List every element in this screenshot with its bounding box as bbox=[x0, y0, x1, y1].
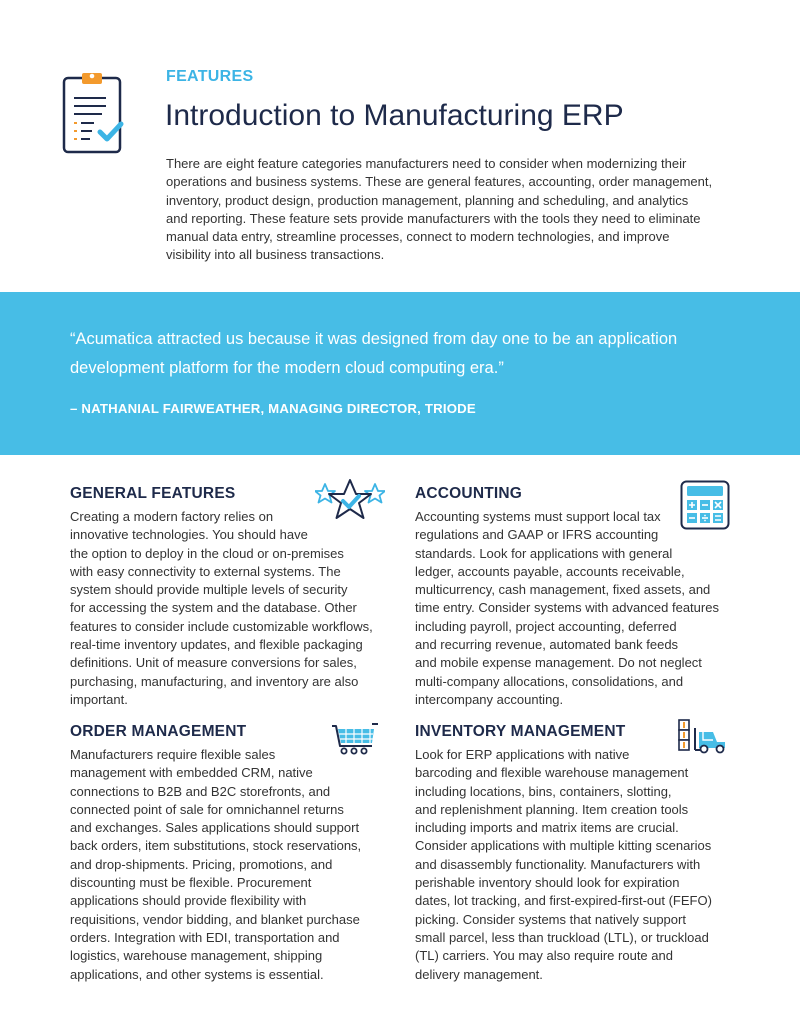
body-line: system should provide multiple levels of security bbox=[70, 582, 348, 598]
body-line: discounting must be flexible. Procurement bbox=[70, 875, 312, 891]
quote-attribution: – NATHANIAL FAIRWEATHER, MANAGING DIRECTOR, TRIODE bbox=[70, 401, 476, 416]
intro-line: operations and business systems. These are general features, accounting, order management, bbox=[166, 174, 713, 190]
clipboard-checklist-icon bbox=[62, 70, 124, 156]
body-line: purchasing, manufacturing, and inventory are also bbox=[70, 673, 359, 689]
intro-line: and reporting. These feature sets provide manufacturers with the tools they need to eliminate bbox=[166, 210, 701, 226]
body-line: multicurrency, cash management, fixed assets, and bbox=[415, 582, 711, 598]
section-title: GENERAL FEATURES bbox=[70, 485, 236, 502]
body-line: definitions. Unit of measure conversions for sales, bbox=[70, 655, 357, 671]
body-line: intercompany accounting. bbox=[415, 691, 564, 707]
calculator-icon bbox=[680, 480, 730, 530]
body-line: and drop-shipments. Pricing, promotions, and bbox=[70, 856, 333, 872]
body-line: applications should provide flexibility with bbox=[70, 893, 307, 909]
body-line: dates, lot tracking, and first-expired-first-out (FEFO) bbox=[415, 893, 712, 909]
body-line: logistics, warehouse management, shipping bbox=[70, 948, 323, 964]
quote-line: “Acumatica attracted us because it was designed from day one to be an application bbox=[70, 330, 678, 348]
body-line: features to consider include customizable workflows, bbox=[70, 618, 373, 634]
body-line: Manufacturers require flexible sales bbox=[70, 747, 276, 762]
page-title: Introduction to Manufacturing ERP bbox=[165, 99, 624, 132]
intro-paragraph bbox=[166, 155, 736, 265]
body-line: innovative technologies. You should have bbox=[70, 527, 308, 543]
section-title: ORDER MANAGEMENT bbox=[70, 723, 247, 740]
section-order-management bbox=[70, 720, 385, 984]
body-line: and disassembly functionality. Manufacturers with bbox=[415, 856, 701, 872]
forklift-icon bbox=[677, 718, 729, 754]
body-line: and exchanges. Sales applications should support bbox=[70, 820, 360, 836]
body-line: Accounting systems must support local tax bbox=[415, 509, 661, 524]
body-line: connections to B2B and B2C storefronts, and bbox=[70, 783, 331, 799]
eyebrow-label: FEATURES bbox=[166, 68, 254, 85]
body-line: for accessing the system and the database. Other bbox=[70, 600, 357, 616]
intro-line: inventory, product design, production management, planning and scheduling, and analytics bbox=[166, 192, 689, 208]
section-title: ACCOUNTING bbox=[415, 485, 523, 502]
section-title: INVENTORY MANAGEMENT bbox=[415, 723, 626, 740]
body-line: regulations and GAAP or IFRS accounting bbox=[415, 527, 659, 543]
intro-line: visibility into all business transactions. bbox=[166, 247, 385, 263]
body-line: back orders, item substitutions, stock reservations, bbox=[70, 838, 362, 854]
section-body bbox=[70, 508, 385, 709]
body-line: requisitions, vendor bidding, and blanket purchase bbox=[70, 911, 360, 927]
shopping-cart-icon bbox=[330, 720, 380, 756]
body-line: (TL) carriers. You may also require route and bbox=[415, 948, 673, 964]
body-line: real-time inventory updates, and flexible packaging bbox=[70, 637, 363, 653]
quote-line: development platform for the modern cloud computing era.” bbox=[70, 359, 504, 377]
body-line: delivery management. bbox=[415, 966, 543, 982]
body-line: standards. Look for applications with general bbox=[415, 545, 673, 561]
body-line: and replenishment planning. Item creation tools bbox=[415, 801, 689, 817]
body-line: time entry. Consider systems with advanced features bbox=[415, 600, 719, 616]
body-line: including imports and matrix items are crucial. bbox=[415, 820, 679, 836]
section-body bbox=[415, 508, 730, 709]
body-line: applications, and other systems is essential. bbox=[70, 966, 324, 982]
body-line: including payroll, project accounting, deferred bbox=[415, 618, 677, 634]
section-body bbox=[70, 746, 385, 984]
body-line: and mobile expense management. Do not neglect bbox=[415, 655, 702, 671]
body-line: ledger, accounts payable, accounts receivable, bbox=[415, 563, 685, 579]
body-line: important. bbox=[70, 691, 128, 707]
star-check-icon bbox=[315, 478, 385, 526]
body-line: Consider applications with multiple kitting scenarios bbox=[415, 838, 712, 854]
pull-quote bbox=[70, 325, 740, 383]
body-line: Look for ERP applications with native bbox=[415, 747, 630, 762]
section-body bbox=[415, 746, 730, 984]
intro-line: manual data entry, streamline processes, connect to modern technologies, and improve bbox=[166, 229, 670, 245]
body-line: orders. Integration with EDI, transportation and bbox=[70, 929, 340, 945]
section-inventory-management bbox=[415, 720, 730, 984]
body-line: connected point of sale for omnichannel returns bbox=[70, 801, 344, 817]
body-line: picking. Consider systems that natively support bbox=[415, 911, 686, 927]
body-line: management with embedded CRM, native bbox=[70, 765, 313, 781]
body-line: barcoding and flexible warehouse management bbox=[415, 765, 689, 781]
body-line: including locations, bins, containers, slotting, bbox=[415, 783, 672, 799]
body-line: perishable inventory should look for expiration bbox=[415, 875, 680, 891]
body-line: the option to deploy in the cloud or on-premises bbox=[70, 545, 344, 561]
body-line: Creating a modern factory relies on bbox=[70, 509, 274, 524]
body-line: multi-company allocations, consolidations, and bbox=[415, 673, 684, 689]
body-line: with easy connectivity to external systems. The bbox=[70, 563, 341, 579]
intro-line: There are eight feature categories manufacturers need to consider when modernizing their bbox=[166, 156, 687, 171]
body-line: and recurring revenue, automated bank feeds bbox=[415, 637, 679, 653]
body-line: small parcel, less than truckload (LTL), or truckload bbox=[415, 929, 709, 945]
